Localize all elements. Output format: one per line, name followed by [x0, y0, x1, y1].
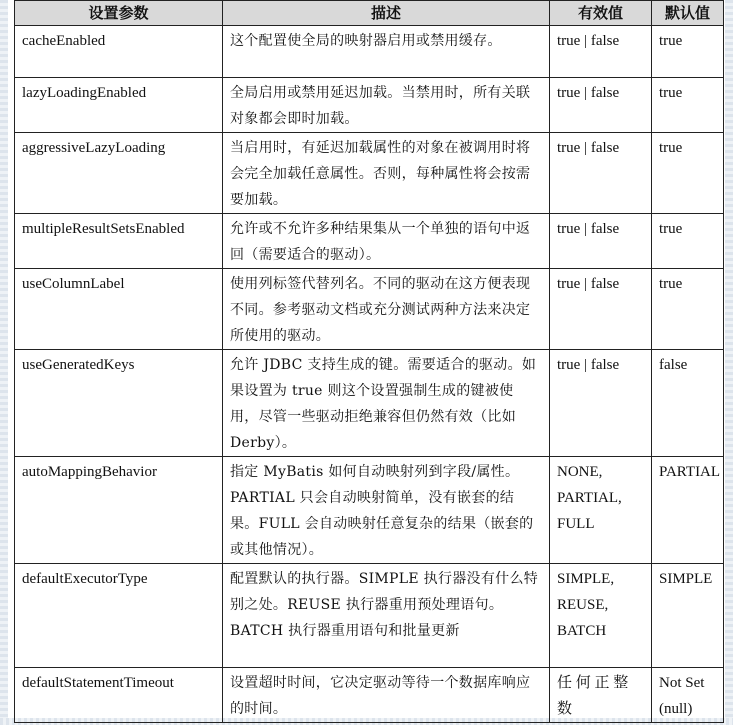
- header-default-value: 默认值: [652, 1, 724, 26]
- table-row: [15, 350, 724, 457]
- setting-valid-values: SIMPLE, REUSE, BATCH: [550, 564, 652, 668]
- header-description: 描述: [223, 1, 550, 26]
- setting-valid-values: true | false: [550, 350, 652, 457]
- settings-table: [14, 0, 724, 723]
- setting-valid-values: true | false: [550, 133, 652, 214]
- setting-default: false: [652, 350, 724, 457]
- page-edge-left: [0, 0, 8, 725]
- table-row: [15, 564, 724, 668]
- table-row: [15, 78, 724, 133]
- page-edge-right: [725, 0, 733, 725]
- setting-description: 这个配置使全局的映射器启用或禁用缓存。: [223, 26, 550, 78]
- header-valid-values: 有效值: [550, 1, 652, 26]
- setting-valid-values: true | false: [550, 214, 652, 269]
- setting-default: true: [652, 26, 724, 78]
- setting-name: autoMappingBehavior: [15, 457, 223, 564]
- setting-description: 当启用时，有延迟加载属性的对象在被调用时将会完全加载任意属性。否则，每种属性将会按需要加载。: [223, 133, 550, 214]
- table-row: [15, 214, 724, 269]
- setting-description: 允许 JDBC 支持生成的键。需要适合的驱动。如果设置为 true 则这个设置强制生成的键被使用，尽管一些驱动拒绝兼容但仍然有效（比如 Derby）。: [223, 350, 550, 457]
- table-row: [15, 668, 724, 723]
- setting-description: 允许或不允许多种结果集从一个单独的语句中返回（需要适合的驱动）。: [223, 214, 550, 269]
- table-row: [15, 457, 724, 564]
- table-row: [15, 133, 724, 214]
- setting-name: multipleResultSetsEnabled: [15, 214, 223, 269]
- setting-description: 使用列标签代替列名。不同的驱动在这方便表现不同。参考驱动文档或充分测试两种方法来决定所使用的驱动。: [223, 269, 550, 350]
- setting-default: Not Set (null): [652, 668, 724, 723]
- setting-default: true: [652, 78, 724, 133]
- table-row: [15, 26, 724, 78]
- setting-valid-values: true | false: [550, 269, 652, 350]
- header-setting-param: 设置参数: [15, 1, 223, 26]
- setting-default: true: [652, 133, 724, 214]
- setting-valid-values: true | false: [550, 78, 652, 133]
- setting-description: 设置超时时间，它决定驱动等待一个数据库响应的时间。: [223, 668, 550, 723]
- setting-default: SIMPLE: [652, 564, 724, 668]
- setting-valid-values: true | false: [550, 26, 652, 78]
- table-row: [15, 269, 724, 350]
- setting-default: true: [652, 214, 724, 269]
- setting-description: 全局启用或禁用延迟加载。当禁用时，所有关联对象都会即时加载。: [223, 78, 550, 133]
- setting-default: PARTIAL: [652, 457, 724, 564]
- setting-description: 指定 MyBatis 如何自动映射列到字段/属性。PARTIAL 只会自动映射简单，没有嵌套的结果。FULL 会自动映射任意复杂的结果（嵌套的或其他情况）。: [223, 457, 550, 564]
- setting-description: 配置默认的执行器。SIMPLE 执行器没有什么特别之处。REUSE 执行器重用预处理语句。BATCH 执行器重用语句和批量更新: [223, 564, 550, 668]
- setting-name: defaultExecutorType: [15, 564, 223, 668]
- setting-name: defaultStatementTimeout: [15, 668, 223, 723]
- table-header-row: [15, 1, 724, 26]
- setting-name: useGeneratedKeys: [15, 350, 223, 457]
- setting-valid-values: 任 何 正 整 数: [550, 668, 652, 723]
- setting-valid-values: NONE, PARTIAL, FULL: [550, 457, 652, 564]
- setting-name: useColumnLabel: [15, 269, 223, 350]
- setting-name: lazyLoadingEnabled: [15, 78, 223, 133]
- setting-name: aggressiveLazyLoading: [15, 133, 223, 214]
- setting-default: true: [652, 269, 724, 350]
- setting-name: cacheEnabled: [15, 26, 223, 78]
